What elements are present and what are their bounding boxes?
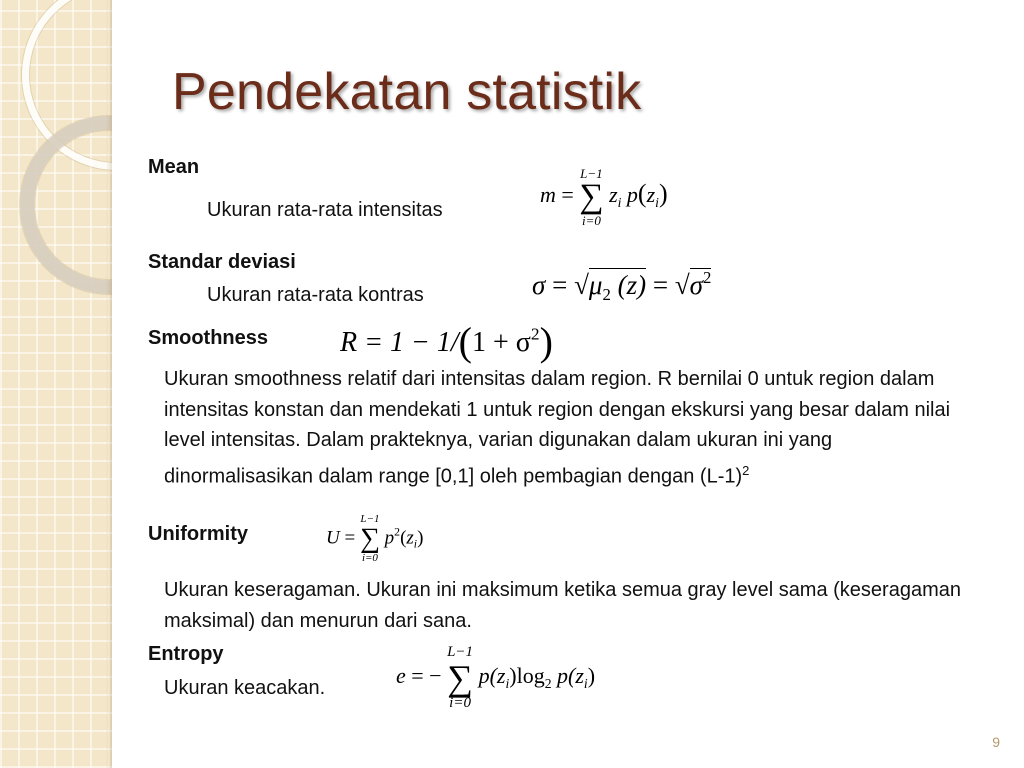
formula-lhs: U [326,527,340,549]
formula-p: p(z [557,663,584,689]
page-number: 9 [992,734,1000,750]
sqrt-body [690,268,712,300]
sum-lower-limit: i=0 [449,695,471,711]
formula-sub: i [655,194,659,210]
sum-lower-limit: i=0 [361,552,378,564]
formula-paren: ) [539,319,553,364]
formula-sigma: σ [532,269,546,300]
std-formula [532,268,711,305]
formula-paren: ) [509,663,517,689]
sqrt-icon: √ [574,269,589,300]
formula-arg: (z) [617,269,647,300]
sqrt-icon: √ [674,269,690,300]
formula-sub: i [617,194,622,210]
sigma-glyph: ∑ [579,178,604,215]
formula-sub: 2 [602,284,611,304]
formula-p: p(z [478,663,506,689]
formula-lhs: m [540,182,556,208]
formula-inner: 1 + σ [472,327,531,358]
formula-paren: ) [587,663,596,689]
formula-log: log [516,663,545,689]
formula-equals: = [552,269,568,300]
formula-p: p [384,527,395,549]
formula-sub: i [505,675,510,691]
formula-mu: μ [588,269,603,300]
smoothness-text: Ukuran smoothness relatif dari intensitas dalam region. R bernilai 0 untuk region dalam intensitas konstan dan mendekati 1 untuk region dengan ekskursi yang besar dalam nilai level intensitas. Dalam prakteknya, varian digunakan dalam ukuran ini yang dinormalisasikan dalam range [0,1] oleh pembagian dengan (L-1) [164,368,951,488]
sum-lower-limit: i=0 [581,213,601,228]
formula-sub: i [583,675,588,691]
sum-upper-limit: L−1 [580,166,603,181]
entropy-formula [396,645,595,711]
formula-exponent: 2 [394,525,401,539]
summation-symbol [447,645,473,711]
sigma-glyph: ∑ [359,523,380,554]
entropy-description: Ukuran keacakan. [164,677,326,699]
slide-title: Pendekatan statistik [172,63,642,121]
formula-z: z [609,182,618,208]
formula-paren: ( [458,319,472,364]
decorative-left-band [0,0,112,768]
mean-formula: m = L−1 ∑ i=0 $z_i$ $p(z_i)$ [540,166,668,228]
uniformity-formula [326,514,423,564]
formula-text: R = 1 − 1/ [340,327,459,358]
formula-sub: i [413,537,418,551]
smoothness-formula [340,318,553,365]
mean-description: Ukuran rata-rata intensitas [207,199,443,221]
smoothness-description [164,364,964,492]
sum-upper-limit: L−1 [360,513,380,525]
formula-exponent: 2 [702,268,712,287]
formula-equals: = [344,527,356,549]
summation-symbol [360,514,380,564]
summation-symbol [579,167,603,227]
std-description: Ukuran rata-rata kontras [207,284,424,306]
formula-lhs: e [396,663,406,689]
sqrt-body [588,268,647,304]
entropy-heading: Entropy [148,643,224,665]
sum-upper-limit: L−1 [447,644,474,660]
smoothness-heading: Smoothness [148,327,269,349]
decorative-ring [20,116,112,294]
std-heading: Standar deviasi [148,251,296,273]
uniformity-description [164,575,964,636]
smoothness-superscript: 2 [742,462,750,478]
formula-sub: 2 [544,675,552,691]
formula-z: z [406,527,414,549]
formula-equals: = [561,182,574,208]
mean-heading: Mean [148,156,200,178]
formula-sigma: σ [689,269,703,300]
formula-equals: = [652,269,669,300]
formula-equals: = − [411,663,442,689]
formula-paren: ( [400,527,407,549]
sigma-glyph: ∑ [447,658,473,698]
formula-p: p [626,182,638,208]
formula-paren: ) [417,527,424,549]
uniformity-text: Ukuran keseragaman. Ukuran ini maksimum ketika semua gray level sama (keseragaman maksimal) dan menurun dari sana. [164,579,961,632]
formula-exponent: 2 [530,324,540,344]
formula-z: z [646,182,656,208]
uniformity-heading: Uniformity [148,523,248,545]
